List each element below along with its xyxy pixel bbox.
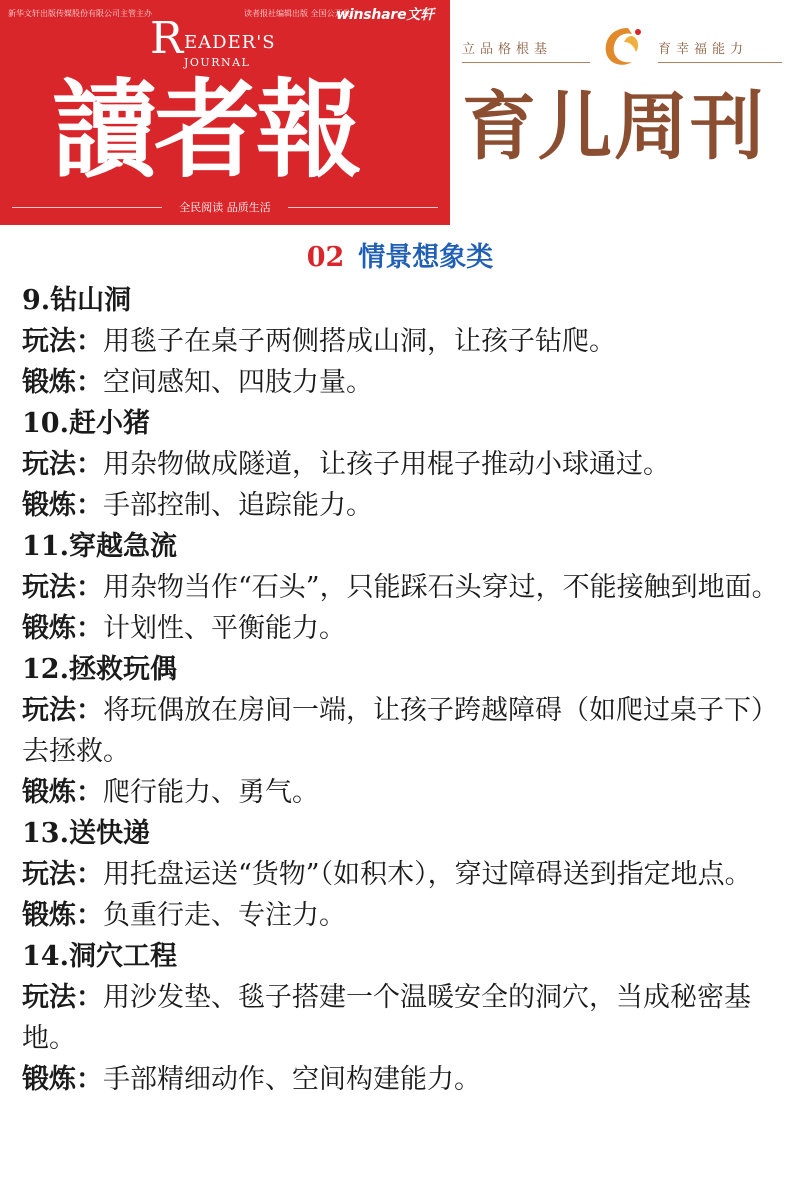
train-label: 锻炼： <box>22 367 103 398</box>
activity-play <box>22 854 782 895</box>
activity-item <box>22 403 782 526</box>
activity-training <box>22 362 782 403</box>
play-label: 玩法： <box>22 695 103 726</box>
play-text: 用毯子在桌子两侧搭成山洞，让孩子钻爬。 <box>103 326 616 357</box>
section-heading <box>0 238 800 278</box>
activity-training <box>22 1059 782 1100</box>
english-title <box>150 13 320 69</box>
activity-item <box>22 936 782 1100</box>
activity-list <box>22 280 782 1100</box>
weekly-rule-left <box>462 62 590 63</box>
play-label: 玩法： <box>22 572 103 603</box>
play-label: 玩法： <box>22 449 103 480</box>
play-label: 玩法： <box>22 326 103 357</box>
english-title-text: EADER'S <box>184 32 276 53</box>
train-text: 手部精细动作、空间构建能力。 <box>103 1064 481 1095</box>
activity-heading: 14.洞穴工程 <box>22 941 177 972</box>
activity-item <box>22 813 782 936</box>
slogan-rule-left <box>12 207 162 208</box>
play-text: 将玩偶放在房间一端，让孩子跨越障碍（如爬过桌子下）去拯救。 <box>22 695 778 767</box>
english-title-initial: R <box>150 13 184 64</box>
org-line: 读者报社编辑出版 全国公开发行 <box>244 9 359 18</box>
play-text: 用杂物当作“石头”，只能踩石头穿过，不能接触到地面。 <box>103 572 779 603</box>
activity-heading: 9.钻山洞 <box>22 285 132 316</box>
weekly-tag-left: 立品格根基 <box>462 42 553 57</box>
activity-play <box>22 567 782 608</box>
section-title: 情景想象类 <box>358 242 494 273</box>
train-text: 爬行能力、勇气。 <box>103 777 319 808</box>
activity-heading: 11.穿越急流 <box>22 531 177 562</box>
section-number: 02 <box>306 242 345 273</box>
activity-training <box>22 772 782 813</box>
train-text: 负重行走、专注力。 <box>103 900 346 931</box>
train-text: 空间感知、四肢力量。 <box>103 367 373 398</box>
activity-training <box>22 485 782 526</box>
parenting-weekly-header <box>462 20 792 180</box>
chinese-masthead-title: 讀者報 <box>52 67 358 192</box>
activity-training <box>22 608 782 649</box>
activity-play <box>22 321 782 362</box>
activity-heading: 12.拯救玩偶 <box>22 654 177 685</box>
activity-play <box>22 444 782 485</box>
play-text: 用沙发垫、毯子搭建一个温暖安全的洞穴，当成秘密基地。 <box>22 982 751 1054</box>
play-text: 用杂物做成隧道，让孩子用棍子推动小球通过。 <box>103 449 670 480</box>
weekly-rule-right <box>658 62 782 63</box>
train-label: 锻炼： <box>22 777 103 808</box>
masthead-slogan-bar <box>0 197 450 217</box>
train-text: 计划性、平衡能力。 <box>103 613 346 644</box>
publisher-line: 新华文轩出版传媒股份有限公司主管主办 <box>8 9 152 18</box>
winshare-brand: winshare文轩 <box>336 7 434 23</box>
train-label: 锻炼： <box>22 613 103 644</box>
english-subtitle: JOURNAL <box>184 56 251 69</box>
activity-heading: 10.赶小猪 <box>22 408 150 439</box>
activity-item <box>22 649 782 813</box>
readers-journal-masthead <box>0 0 450 225</box>
crescent-swirl-logo-icon <box>598 22 650 70</box>
train-label: 锻炼： <box>22 490 103 521</box>
play-label: 玩法： <box>22 859 103 890</box>
activity-play <box>22 690 782 772</box>
activity-item <box>22 526 782 649</box>
play-label: 玩法： <box>22 982 103 1013</box>
activity-heading: 13.送快递 <box>22 818 150 849</box>
train-label: 锻炼： <box>22 1064 103 1095</box>
play-text: 用托盘运送“货物”（如积木），穿过障碍送到指定地点。 <box>103 859 752 890</box>
train-label: 锻炼： <box>22 900 103 931</box>
slogan-rule-right <box>288 207 438 208</box>
activity-item <box>22 280 782 403</box>
weekly-tag-right: 育幸福能力 <box>658 42 749 57</box>
masthead-slogan: 全民阅读 品质生活 <box>179 201 271 214</box>
weekly-title: 育儿周刊 <box>462 84 766 170</box>
activity-play <box>22 977 782 1059</box>
train-text: 手部控制、追踪能力。 <box>103 490 373 521</box>
activity-training <box>22 895 782 936</box>
